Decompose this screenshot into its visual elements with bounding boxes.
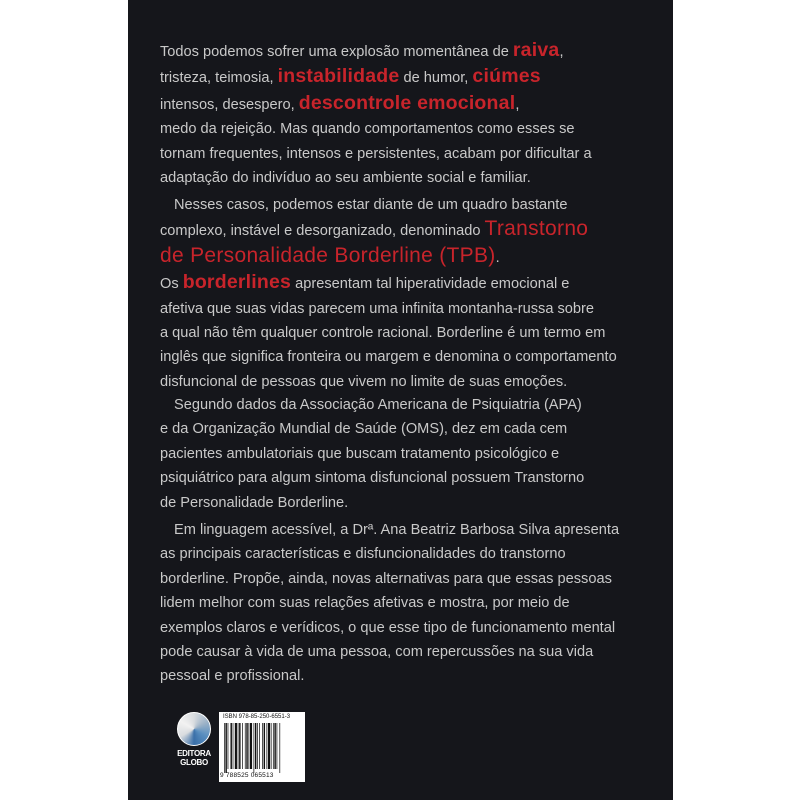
paragraph-definition — [160, 193, 646, 394]
barcode-bar — [255, 723, 256, 769]
text-line — [160, 442, 646, 466]
text-segment: disfuncional de pessoas que vivem no limite de suas emoções. — [160, 373, 568, 390]
highlighted-term: descontrole emocional — [298, 91, 516, 114]
text-segment: a qual não têm qualquer controle racional. Borderline é um termo em — [160, 325, 606, 342]
text-segment: pacientes ambulatoriais que buscam tratamento psicológico e — [160, 445, 560, 462]
barcode-bar — [230, 723, 231, 769]
text-segment: tornam frequentes, intensos e persistentes, acabam por dificultar a — [160, 145, 592, 162]
highlighted-term: borderlines — [182, 271, 292, 294]
text-segment: inglês que significa fronteira ou margem e denomina o comportamento — [160, 349, 617, 366]
barcode-bar — [246, 723, 247, 769]
text-segment: e da Organização Mundial de Saúde (OMS), dez em cada cem — [160, 421, 568, 438]
text-line — [160, 38, 646, 64]
text-segment: , — [515, 96, 520, 113]
highlighted-term: ciúmes — [472, 65, 541, 88]
highlighted-term: raiva — [512, 39, 560, 61]
barcode-bar — [242, 723, 243, 769]
text-segment: apresentam tal hiperatividade emocional e — [291, 276, 570, 293]
publisher-name-line2: GLOBO — [180, 758, 208, 767]
barcode-bar — [235, 723, 237, 769]
text-line — [160, 64, 646, 90]
text-segment: afetiva que suas vidas parecem uma infinita montanha-russa sobre — [160, 300, 594, 317]
text-segment: Todos podemos sofrer uma explosão momentânea de — [160, 44, 513, 60]
barcode-bars — [224, 723, 300, 773]
barcode-bar — [271, 723, 272, 769]
text-line — [160, 466, 646, 490]
text-line — [160, 417, 646, 441]
barcode-bar — [248, 723, 249, 769]
text-segment: intensos, desespero, — [160, 96, 299, 113]
text-segment: Segundo dados da Associação Americana de Psiquiatria (APA) — [174, 397, 582, 413]
isbn-barcode — [219, 712, 305, 782]
text-line — [160, 664, 646, 688]
text-line — [160, 542, 646, 566]
text-line — [160, 640, 646, 664]
text-segment: as principais características e disfuncionalidades do transtorno — [160, 546, 566, 563]
text-line — [160, 393, 646, 417]
text-segment: exemplos claros e verídicos, o que esse tipo de funcionamento mental — [160, 619, 616, 636]
text-segment: complexo, instável e desorganizado, denominado — [160, 223, 485, 240]
barcode-digits: 9 788525 065513 — [220, 772, 274, 779]
text-segment: lidem melhor com suas relações afetivas e mostra, por meio de — [160, 595, 570, 612]
text-line — [160, 321, 646, 345]
text-line — [160, 591, 646, 615]
barcode-bar — [264, 723, 265, 769]
text-line — [160, 142, 646, 166]
paragraph-intro — [160, 38, 646, 190]
barcode-bar — [254, 723, 255, 773]
text-segment: psiquiátrico para algum sintoma disfuncional possuem Transtorno — [160, 470, 585, 487]
text-segment: pode causar à vida de uma pessoa, com repercussões na sua vida — [160, 644, 594, 661]
barcode-bar — [277, 723, 278, 769]
highlighted-term: de Personalidade Borderline (TPB) — [160, 243, 496, 267]
highlighted-term: Transtorno — [484, 217, 589, 241]
barcode-bar — [239, 723, 240, 769]
text-line — [160, 616, 646, 640]
barcode-bar — [245, 723, 246, 769]
text-line — [160, 567, 646, 591]
text-segment: borderline. Propõe, ainda, novas alternativas para que essas pessoas — [160, 570, 612, 587]
barcode-bar — [279, 723, 280, 773]
publisher-name — [175, 749, 213, 767]
paragraph-author — [160, 518, 646, 689]
barcode-bar — [257, 723, 258, 769]
barcode-bar — [268, 723, 270, 769]
barcode-bar — [238, 723, 239, 769]
barcode-bar — [233, 723, 234, 769]
text-segment: de Personalidade Borderline. — [160, 494, 349, 511]
publisher-name-line1: EDITORA — [177, 749, 211, 758]
barcode-bar — [274, 723, 275, 769]
barcode-bar — [225, 723, 226, 773]
text-segment: Em linguagem acessível, a Drª. Ana Beatriz Barbosa Silva apresenta — [174, 522, 620, 538]
text-segment: de humor, — [399, 70, 473, 87]
barcode-bar — [273, 723, 274, 769]
isbn-label: ISBN 978-85-250-6551-3 — [223, 714, 291, 720]
text-segment: Nesses casos, podemos estar diante de um quadro bastante — [174, 197, 568, 213]
text-segment: tristeza, teimosia, — [160, 70, 278, 87]
highlighted-term: instabilidade — [277, 65, 400, 88]
text-segment: medo da rejeição. Mas quando comportamentos como esses se — [160, 121, 575, 138]
text-line — [160, 217, 646, 243]
text-line — [160, 370, 646, 394]
publisher-logo — [175, 712, 213, 782]
barcode-bar — [266, 723, 267, 769]
text-line — [160, 244, 646, 270]
text-segment: , — [559, 44, 564, 60]
text-line — [160, 91, 646, 117]
barcode-bar — [224, 723, 225, 773]
text-segment: Os — [160, 276, 183, 293]
barcode-bar — [228, 723, 229, 769]
text-line — [160, 345, 646, 369]
text-line — [160, 297, 646, 321]
back-cover — [128, 0, 673, 800]
text-segment: pessoal e profissional. — [160, 668, 305, 685]
text-line — [160, 117, 646, 141]
barcode-bar — [250, 723, 252, 769]
text-line — [160, 193, 646, 217]
text-line — [160, 270, 646, 296]
barcode-bar — [262, 723, 263, 769]
text-line — [160, 166, 646, 190]
text-line — [160, 518, 646, 542]
barcode-bar — [259, 723, 260, 769]
paragraph-statistics — [160, 393, 646, 515]
globe-icon — [177, 712, 211, 746]
text-segment: adaptação do indivíduo ao seu ambiente social e familiar. — [160, 170, 531, 187]
text-segment: . — [495, 249, 500, 266]
text-line — [160, 491, 646, 515]
